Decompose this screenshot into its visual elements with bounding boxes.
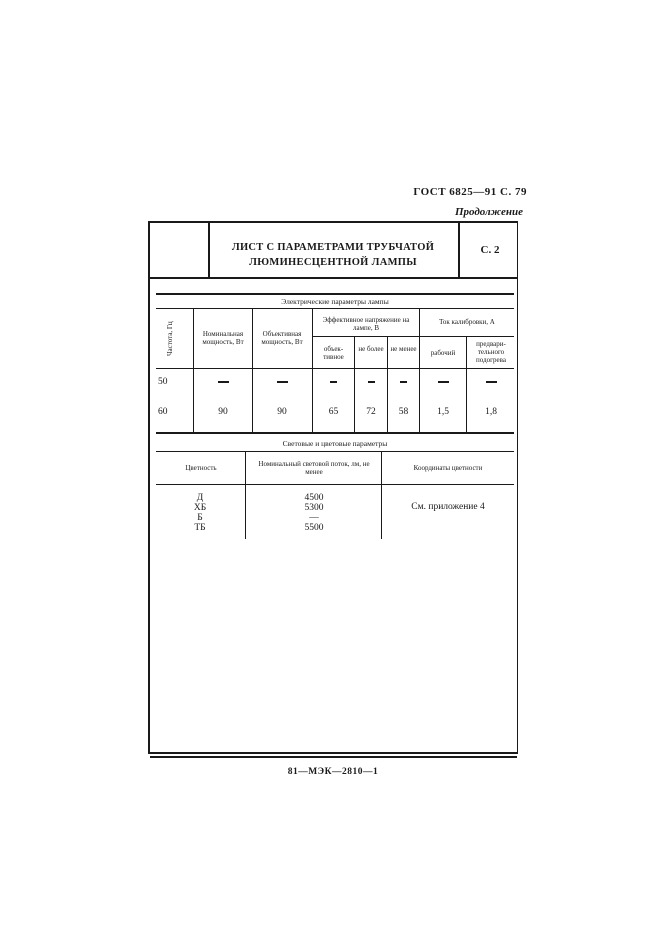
row-60-voltage-min: 58 bbox=[398, 407, 409, 417]
electrical-header-rule bbox=[156, 308, 514, 309]
dash-mark bbox=[438, 381, 449, 382]
light-top-rule bbox=[156, 432, 514, 434]
frequency-header: Частота, Гц bbox=[166, 321, 174, 356]
color-header: Цветность bbox=[185, 464, 217, 472]
row-50-current-preheat bbox=[468, 377, 514, 387]
row-60-current-working: 1,5 bbox=[437, 407, 449, 417]
row-60-voltage-objective: 65 bbox=[328, 407, 339, 417]
row-50-frequency: 50 bbox=[158, 377, 168, 387]
list-item: 5300 bbox=[304, 503, 324, 513]
row-60-voltage-max: 72 bbox=[366, 407, 376, 417]
working-current-header: рабочий bbox=[430, 349, 456, 357]
title-divider-left bbox=[208, 223, 210, 278]
row-60-current-preheat: 1,8 bbox=[485, 407, 497, 417]
row-50-voltage-max bbox=[356, 377, 386, 387]
col-line-4 bbox=[354, 336, 355, 432]
dash-mark bbox=[218, 381, 229, 382]
preheat-current-header: предвари-тельного подогрева bbox=[476, 340, 506, 364]
sheet-title bbox=[218, 240, 448, 270]
light-header-top-rule bbox=[156, 451, 514, 452]
dash-mark bbox=[486, 381, 497, 382]
footer-code: 81—МЭК—2810—1 bbox=[287, 767, 379, 777]
color-list bbox=[180, 493, 220, 533]
row-50-nominal-power bbox=[195, 377, 251, 387]
electrical-top-rule bbox=[156, 293, 514, 295]
col-line-5 bbox=[387, 336, 388, 432]
coords-value: См. приложение 4 bbox=[411, 502, 485, 512]
list-item: 5500 bbox=[304, 523, 324, 533]
min-voltage-header: не менее bbox=[390, 345, 417, 353]
light-header-bottom-rule bbox=[156, 484, 514, 485]
col-line-1 bbox=[193, 308, 194, 432]
row-50-objective-power bbox=[254, 377, 310, 387]
list-item: ТБ bbox=[194, 523, 206, 533]
footer-top-rule bbox=[150, 756, 517, 758]
flux-list bbox=[292, 493, 336, 533]
objective-voltage-header: объек-тивное bbox=[323, 345, 344, 361]
electrical-section-title: Электрические параметры лампы bbox=[281, 297, 389, 306]
coords-header: Координаты цветности bbox=[413, 464, 483, 472]
title-divider-right bbox=[458, 223, 460, 278]
light-section-title: Световые и цветовые параметры bbox=[282, 439, 388, 448]
flux-header: Номинальный световой поток, лм, не менее bbox=[258, 460, 370, 476]
subheader-rule bbox=[312, 336, 514, 337]
light-col-line-1 bbox=[245, 451, 246, 539]
row-60-nominal-power: 90 bbox=[218, 407, 228, 417]
col-line-3 bbox=[312, 308, 313, 432]
calibration-current-header: Ток калибровки, А bbox=[439, 318, 495, 326]
effective-voltage-header: Эффективное напряжение на лампе, В bbox=[322, 316, 410, 332]
light-col-line-2 bbox=[381, 451, 382, 539]
nominal-power-header: Номинальная мощность, Вт bbox=[202, 330, 244, 346]
list-item: 4500 bbox=[304, 493, 324, 503]
dash-mark bbox=[368, 381, 375, 382]
list-item: — bbox=[309, 513, 319, 523]
col-line-2 bbox=[252, 308, 253, 432]
max-voltage-header: не более bbox=[358, 345, 384, 353]
sheet-title-line1: ЛИСТ С ПАРАМЕТРАМИ ТРУБЧАТОЙ bbox=[231, 242, 435, 253]
page-label: С. 2 bbox=[480, 244, 500, 256]
header-bottom-rule bbox=[156, 368, 514, 369]
list-item: ХБ bbox=[193, 503, 207, 513]
title-bottom-rule bbox=[150, 277, 517, 279]
row-60-objective-power: 90 bbox=[277, 407, 287, 417]
row-50-voltage-objective bbox=[314, 377, 353, 387]
sheet-title-line2: ЛЮМИНЕСЦЕНТНОЙ ЛАМПЫ bbox=[249, 257, 417, 268]
document-reference: ГОСТ 6825—91 С. 79 bbox=[413, 186, 527, 198]
dash-mark bbox=[400, 381, 407, 382]
dash-mark bbox=[330, 381, 337, 382]
objective-power-header: Объективная мощность, Вт bbox=[261, 330, 303, 346]
row-50-voltage-min bbox=[389, 377, 418, 387]
row-50-current-working bbox=[421, 377, 465, 387]
row-60-frequency: 60 bbox=[158, 407, 168, 417]
col-line-6 bbox=[419, 308, 420, 432]
continuation-label: Продолжение bbox=[454, 206, 523, 218]
list-item: Д bbox=[196, 493, 204, 503]
dash-mark bbox=[277, 381, 288, 382]
col-line-7 bbox=[466, 336, 467, 432]
list-item: Б bbox=[197, 513, 203, 523]
